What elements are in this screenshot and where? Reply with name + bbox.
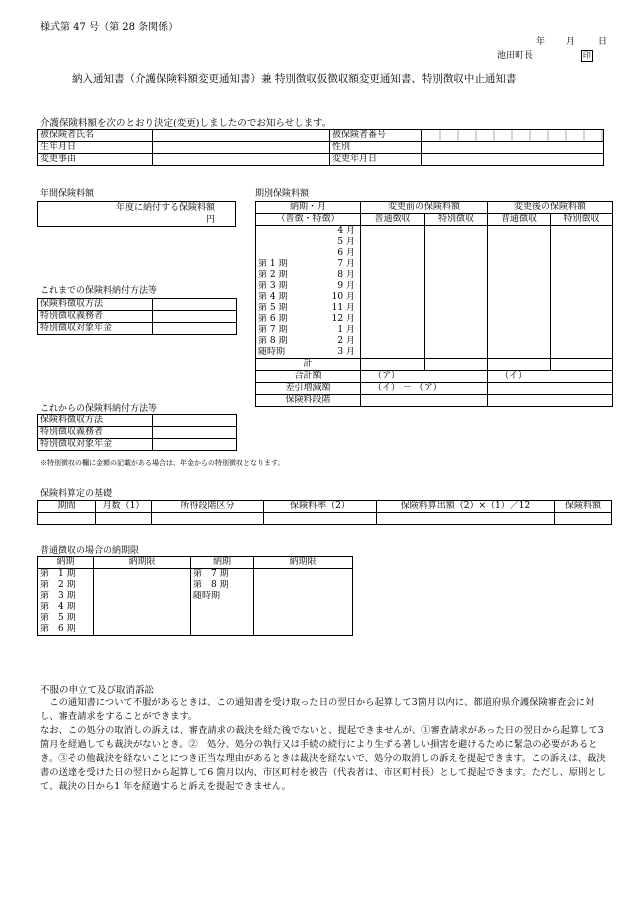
next-method-row: 保険料徴収方法 [38, 415, 153, 427]
col-period-header: 納期・月 [256, 202, 361, 214]
basis-col: 期間 [38, 501, 96, 513]
periodic-period-cell [256, 336, 361, 347]
deadline-period-cell: 第 8 期 [191, 580, 254, 591]
name-value [153, 130, 330, 142]
periodic-table [255, 201, 613, 407]
deadline-row [38, 613, 353, 624]
deadline-col-date: 納期限 [254, 557, 353, 569]
period-label: 第 2 期 [258, 270, 288, 280]
period-label: 第 8 期 [258, 336, 288, 346]
month-label: 6 月 [337, 248, 355, 258]
amount-cell [551, 270, 613, 281]
stage-after [488, 395, 613, 407]
month-label: 12 月 [331, 314, 355, 324]
deadline-date-cell [254, 602, 353, 613]
footnote: ※特別徴収の欄に金額の記載がある場合は、年金からの特別徴収となります。 [40, 459, 285, 467]
form-number: 様式第 47 号（第 28 条関係） [40, 22, 179, 33]
deadline-period-cell: 随時期 [191, 591, 254, 602]
amount-cell [361, 303, 425, 314]
next-method-table [37, 414, 237, 451]
amount-cell [551, 226, 613, 238]
periodic-row [256, 292, 613, 303]
deadline-date-cell [254, 591, 353, 602]
amount-cell [361, 314, 425, 325]
periodic-period-cell [256, 281, 361, 292]
amount-cell [361, 270, 425, 281]
amount-cell [361, 336, 425, 347]
amount-cell [425, 325, 488, 336]
next-method-heading: これからの保険料納付方法等 [40, 404, 158, 414]
periodic-row [256, 303, 613, 314]
amount-cell [425, 281, 488, 292]
period-label: 第 1 期 [258, 259, 288, 269]
date-day: 日 [598, 37, 608, 47]
number-label: 被保険者番号 [330, 130, 422, 142]
birth-value [153, 142, 330, 154]
seal-mark: 印 [582, 51, 591, 60]
amount-cell [361, 292, 425, 303]
prev-method-heading: これまでの保険料納付方法等 [40, 286, 158, 296]
document-title: 納入通知書（介護保険料額変更通知書）兼 特別徴収仮徴収額変更通知書、特別徴収中止通知書 [72, 73, 517, 85]
amount-cell [488, 292, 551, 303]
amount-cell [425, 303, 488, 314]
diff-value: （イ） － （ア） [361, 383, 488, 395]
issuer-name: 池田町長 [497, 51, 534, 61]
annual-unit: 円 [205, 215, 215, 225]
before-normal-header: 普通徴収 [361, 214, 425, 226]
periodic-period-cell [256, 237, 361, 248]
before-special-header: 特別徴収 [425, 214, 488, 226]
annual-heading: 年間保険料額 [40, 189, 95, 199]
periodic-period-cell [256, 270, 361, 281]
amount-cell [425, 248, 488, 259]
deadline-period-cell: 第 6 期 [38, 624, 94, 636]
month-label: 7 月 [337, 259, 355, 269]
period-label: 第 5 期 [258, 303, 288, 313]
periodic-period-cell [256, 347, 361, 359]
prev-method-row: 保険料徴収方法 [38, 299, 153, 311]
deadline-date-cell [254, 569, 353, 581]
deadline-date-cell [254, 624, 353, 636]
periodic-period-cell [256, 292, 361, 303]
period-label: 第 3 期 [258, 281, 288, 291]
amount-cell [425, 259, 488, 270]
insured-info-table [37, 129, 604, 166]
amount-cell [488, 248, 551, 259]
amount-cell [425, 237, 488, 248]
period-label: 第 4 期 [258, 292, 288, 302]
diff-label: 差引増減額 [256, 383, 361, 395]
prev-method-table [37, 298, 237, 335]
deadline-date-cell [94, 580, 191, 591]
amount-cell [488, 347, 551, 359]
next-method-row: 特別徴収義務者 [38, 427, 153, 439]
prev-method-row: 特別徴収対象年金 [38, 323, 153, 335]
basis-col: 所得段階区分 [152, 501, 264, 513]
amount-cell [425, 314, 488, 325]
month-label: 11 月 [331, 303, 355, 313]
deadline-period-cell [191, 613, 254, 624]
periodic-rows [256, 226, 613, 359]
periodic-row [256, 281, 613, 292]
amount-cell [488, 325, 551, 336]
deadline-heading: 普通徴収の場合の納期限 [40, 546, 140, 556]
deadline-row [38, 602, 353, 613]
periodic-period-cell [256, 303, 361, 314]
amount-cell [361, 248, 425, 259]
deadline-date-cell [94, 624, 191, 636]
amount-cell [425, 292, 488, 303]
amount-cell [361, 281, 425, 292]
deadline-table [37, 556, 353, 636]
deadline-date-cell [94, 591, 191, 602]
periodic-period-cell [256, 226, 361, 238]
month-label: 8 月 [337, 270, 355, 280]
name-label: 被保険者氏名 [38, 130, 153, 142]
amount-cell [488, 336, 551, 347]
reason-value [153, 154, 330, 166]
after-header: 変更後の保険料額 [488, 202, 613, 214]
period-label: 随時期 [258, 347, 286, 357]
amount-cell [488, 303, 551, 314]
annual-label: 年度に納付する保険料額 [115, 203, 215, 213]
amount-cell [551, 325, 613, 336]
basis-table [37, 500, 612, 525]
amount-cell [551, 303, 613, 314]
col-period-sub: （普徴・特徴） [256, 214, 361, 226]
stage-label: 保険料段階 [256, 395, 361, 407]
deadline-date-cell [94, 613, 191, 624]
sum-b: （イ） [488, 371, 613, 383]
amount-cell [361, 325, 425, 336]
deadline-row [38, 591, 353, 602]
amount-cell [488, 314, 551, 325]
month-label: 10 月 [331, 292, 355, 302]
periodic-period-cell [256, 259, 361, 270]
month-label: 1 月 [337, 325, 355, 335]
amount-cell [425, 347, 488, 359]
periodic-row [256, 325, 613, 336]
amount-cell [551, 281, 613, 292]
deadline-period-cell [191, 602, 254, 613]
deadline-col-date: 納期限 [94, 557, 191, 569]
sex-value [422, 142, 604, 154]
periodic-period-cell [256, 314, 361, 325]
deadline-period-cell: 第 4 期 [38, 602, 94, 613]
periodic-row [256, 248, 613, 259]
amount-cell [551, 347, 613, 359]
amount-cell [488, 281, 551, 292]
issuer [497, 48, 593, 62]
period-label: 第 7 期 [258, 325, 288, 335]
annual-table [37, 201, 236, 227]
amount-cell [425, 336, 488, 347]
deadline-rows [38, 569, 353, 636]
amount-cell [425, 270, 488, 281]
amount-cell [551, 314, 613, 325]
deadline-row [38, 580, 353, 591]
stage-before [361, 395, 488, 407]
amount-cell [551, 248, 613, 259]
change-date-label: 変更年月日 [330, 154, 422, 166]
intro-text: 介護保険料額を次のとおり決定(変更)しましたのでお知らせします。 [40, 118, 332, 129]
amount-cell [425, 226, 488, 238]
deadline-period-cell: 第 3 期 [38, 591, 94, 602]
month-label: 5 月 [337, 237, 355, 247]
deadline-date-cell [94, 602, 191, 613]
periodic-row [256, 314, 613, 325]
appeal-paragraph-2: なお、この処分の取消しの訴えは、審査請求の裁決を経た後でないと、提起できませんが、①審査請求があった日の翌日から起算して3 箇月を経過しても裁決がないとき。② 処分、処分の執行又は手続の続行により生ずる著しい損害を避けるために緊急の必要があるとき。③その他裁決を経ないことにつき正当な理由があるときは裁決を経ないで、処分の取消しの訴えを提起できます。この訴えは、裁決書の送達を受けた日の翌日から起算して6 箇月以内、市区町村を被告（代表者は、市区町村長）として提起できます。ただし、原則として、裁決の日から1 年を経過すると訴えを提起できません。 [40, 725, 606, 792]
basis-heading: 保険料算定の基礎 [40, 489, 113, 499]
sum-label: 合計額 [256, 371, 361, 383]
periodic-row [256, 336, 613, 347]
deadline-period-cell: 第 5 期 [38, 613, 94, 624]
month-label: 3 月 [337, 347, 355, 357]
annual-cell [38, 202, 236, 227]
appeal-paragraph-1: この通知書について不服があるときは、この通知書を受け取った日の翌日から起算して3箇月以内に、都道府県介護保険審査会に対し、審査請求をすることができます。 [40, 697, 595, 722]
date-year: 年 [536, 37, 546, 47]
next-method-row: 特別徴収対象年金 [38, 439, 153, 451]
amount-cell [551, 336, 613, 347]
periodic-row [256, 270, 613, 281]
basis-col: 保険料率（2） [264, 501, 377, 513]
amount-cell [361, 237, 425, 248]
basis-col: 保険料額 [555, 501, 612, 513]
deadline-date-cell [254, 613, 353, 624]
periodic-row [256, 347, 613, 359]
deadline-col-period: 納期 [38, 557, 94, 569]
amount-cell [488, 259, 551, 270]
amount-cell [551, 292, 613, 303]
periodic-heading: 期別保険料額 [255, 189, 310, 199]
amount-cell [361, 347, 425, 359]
amount-cell [551, 237, 613, 248]
month-label: 9 月 [337, 281, 355, 291]
appeal-heading: 不服の申立て及び取消訴訟 [40, 685, 155, 696]
periodic-period-cell [256, 248, 361, 259]
basis-col: 月数（1） [96, 501, 152, 513]
number-value [422, 130, 604, 142]
deadline-period-cell: 第 1 期 [38, 569, 94, 581]
periodic-period-cell [256, 325, 361, 336]
date-month: 月 [566, 37, 576, 47]
sum-a: （ア） [361, 371, 488, 383]
deadline-period-cell [191, 624, 254, 636]
deadline-period-cell: 第 7 期 [191, 569, 254, 581]
reason-label: 変更事由 [38, 154, 153, 166]
periodic-row [256, 237, 613, 248]
amount-cell [361, 259, 425, 270]
deadline-period-cell: 第 2 期 [38, 580, 94, 591]
amount-cell [488, 226, 551, 238]
deadline-date-cell [254, 580, 353, 591]
change-date-value [422, 154, 604, 166]
deadline-date-cell [94, 569, 191, 581]
deadline-row [38, 569, 353, 581]
amount-cell [361, 226, 425, 238]
basis-col: 保険料算出額（2）×（1）／12 [377, 501, 555, 513]
diff-empty [488, 383, 613, 395]
periodic-row [256, 259, 613, 270]
before-header: 変更前の保険料額 [361, 202, 488, 214]
periodic-row [256, 226, 613, 238]
after-normal-header: 普通徴収 [488, 214, 551, 226]
total-label: 計 [256, 359, 361, 371]
amount-cell [488, 237, 551, 248]
month-label: 4 月 [337, 226, 355, 236]
deadline-col-period: 納期 [191, 557, 254, 569]
month-label: 2 月 [337, 336, 355, 346]
period-label: 第 6 期 [258, 314, 288, 324]
amount-cell [488, 270, 551, 281]
deadline-row [38, 624, 353, 636]
after-special-header: 特別徴収 [551, 214, 613, 226]
amount-cell [551, 259, 613, 270]
birth-label: 生年月日 [38, 142, 153, 154]
prev-method-row: 特別徴収義務者 [38, 311, 153, 323]
sex-label: 性別 [330, 142, 422, 154]
